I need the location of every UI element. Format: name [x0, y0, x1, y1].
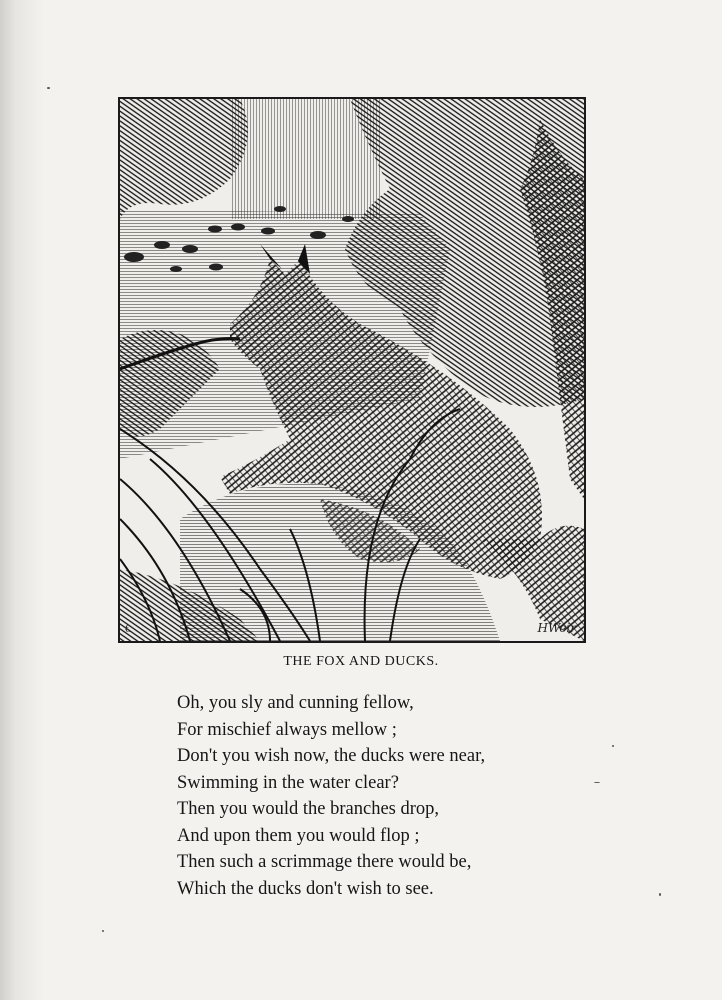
- duck: [310, 231, 326, 239]
- poem-line: Oh, you sly and cunning fellow,: [177, 693, 414, 713]
- poem-line: Swimming in the water clear?: [177, 772, 399, 793]
- print-speck: [102, 930, 104, 932]
- duck: [154, 241, 170, 249]
- duck: [274, 206, 286, 212]
- poem-line: Then such a scrimmage there would be,: [177, 852, 472, 872]
- duck: [209, 264, 223, 271]
- duck: [261, 228, 275, 235]
- fox-illustration: [118, 97, 586, 643]
- duck: [208, 226, 222, 233]
- duck: [170, 266, 182, 272]
- poem-line: For mischief always mellow ;: [177, 719, 397, 740]
- duck: [342, 216, 354, 222]
- illustration-caption: THE FOX AND DUCKS.: [283, 654, 439, 669]
- duck: [124, 252, 144, 262]
- engraving-svg: [120, 99, 584, 641]
- artist-signature: HWeir: [537, 621, 576, 635]
- print-speck: [47, 87, 50, 89]
- poem-line: Don't you wish now, the ducks were near,: [177, 746, 486, 766]
- poem-line: Then you would the branches drop,: [177, 799, 440, 819]
- page-edge-shadow: [0, 0, 44, 1000]
- duck: [231, 224, 245, 231]
- duck: [182, 245, 198, 253]
- poem-line: Which the ducks don't wish to see.: [177, 878, 434, 899]
- poem: [177, 690, 617, 902]
- plate-mark: €: [125, 624, 130, 635]
- poem-line: And upon them you would flop ;: [177, 825, 420, 846]
- print-speck: [659, 893, 661, 896]
